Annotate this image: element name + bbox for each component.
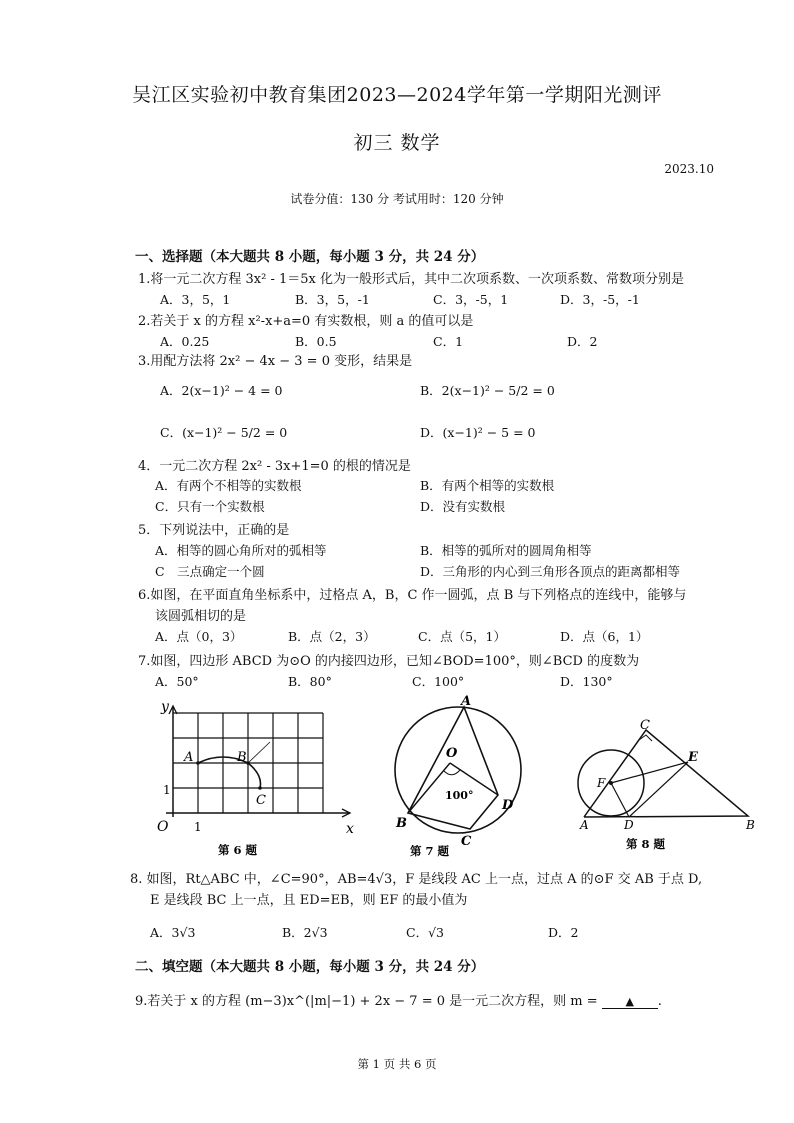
q1-option-a: A．3，5，1 bbox=[160, 292, 231, 307]
q7-option-d: D．130° bbox=[560, 674, 613, 689]
fig8-label-e: E bbox=[688, 750, 698, 765]
q1-option-d: D．3，-5，-1 bbox=[560, 292, 640, 307]
fig8-label-c: C bbox=[640, 718, 650, 733]
q9-row: 9.若关于 x 的方程 (m−3)x^(|m|−1) + 2x − 7 = 0 是一元二次方程，则 m = ▲ . bbox=[135, 994, 662, 1009]
fig8-label-b: B bbox=[746, 818, 755, 832]
score-info: 试卷分值：130 分 考试用时：120 分钟 bbox=[290, 192, 504, 206]
q9-stem: 9.若关于 x 的方程 (m−3)x^(|m|−1) + 2x − 7 = 0 是一元二次方程，则 m = bbox=[135, 994, 598, 1009]
fig7-angle-label: 100° bbox=[445, 789, 474, 802]
q6-option-b: B．点（2，3） bbox=[288, 629, 376, 644]
q8-option-c: C．√3 bbox=[406, 925, 444, 940]
q2-option-c: C．1 bbox=[433, 334, 464, 349]
section2-heading: 二、填空题（本大题共 8 小题，每小题 3 分，共 24 分） bbox=[135, 959, 485, 975]
q4-option-d: D．没有实数根 bbox=[420, 499, 506, 514]
fig7-label-a: A bbox=[461, 695, 472, 709]
fig6-label-c: C bbox=[256, 793, 266, 808]
q3-option-d: D．(x−1)² − 5 = 0 bbox=[420, 425, 536, 440]
fig7-quadrilateral bbox=[408, 707, 498, 829]
q5-option-d: D．三角形的内心到三角形各顶点的距离都相等 bbox=[420, 564, 681, 579]
exam-title: 吴江区实验初中教育集团2023—2024学年第一学期阳光测评 bbox=[132, 84, 662, 106]
point-a bbox=[196, 761, 200, 765]
fig6-y-unit: 1 bbox=[163, 783, 171, 797]
q6-option-a: A．点（0，3） bbox=[155, 629, 243, 644]
q8-option-a: A．3√3 bbox=[150, 925, 196, 940]
fig7-label-d: D bbox=[502, 798, 514, 813]
point-c bbox=[258, 786, 262, 790]
q3-option-a: A．2(x−1)² − 4 = 0 bbox=[160, 383, 283, 398]
fig6-origin-label: O bbox=[157, 819, 169, 835]
q8-option-d: D．2 bbox=[548, 925, 579, 940]
q1-stem: 1.将一元二次方程 3x² - 1＝5x 化为一般形式后，其中二次项系数、一次项系数、常数项分别是 bbox=[138, 272, 685, 287]
q4-option-a: A．有两个不相等的实数根 bbox=[155, 478, 302, 493]
page-footer: 第 1 页 共 6 页 bbox=[357, 1057, 437, 1071]
section1-heading: 一、选择题（本大题共 8 小题，每小题 3 分，共 24 分） bbox=[135, 249, 485, 265]
q6-option-d: D．点（6，1） bbox=[560, 629, 649, 644]
figure-8 bbox=[578, 718, 755, 851]
q3-option-b: B．2(x−1)² − 5/2 = 0 bbox=[420, 383, 555, 398]
fig6-x-label: x bbox=[346, 821, 354, 837]
q7-option-a: A．50° bbox=[155, 674, 199, 689]
fig6-label-a: A bbox=[184, 750, 194, 765]
fig8-caption: 第 8 题 bbox=[626, 837, 666, 851]
q5-option-b: B．相等的弧所对的圆周角相等 bbox=[420, 543, 592, 558]
q6-stem-line1: 6.如图，在平面直角坐标系中，过格点 A，B，C 作一圆弧，点 B 与下列格点的连线中，能够与 bbox=[138, 588, 687, 603]
fig7-angle-mark bbox=[444, 770, 460, 775]
q2-option-a: A．0.25 bbox=[160, 334, 210, 349]
fig7-ob bbox=[408, 763, 450, 813]
fig8-label-f: F bbox=[597, 776, 606, 790]
fig8-label-a: A bbox=[580, 818, 589, 832]
q5-option-a: A．相等的圆心角所对的弧相等 bbox=[155, 543, 327, 558]
fig7-label-b: B bbox=[396, 816, 407, 831]
fig7-caption: 第 7 题 bbox=[410, 844, 450, 858]
q2-option-b: B．0.5 bbox=[295, 334, 337, 349]
fig6-caption: 第 6 题 bbox=[218, 843, 258, 857]
fig7-label-o: O bbox=[446, 746, 458, 761]
q1-option-b: B．3，5，-1 bbox=[295, 292, 370, 307]
q2-option-d: D．2 bbox=[567, 334, 598, 349]
q1-option-c: C．3，-5，1 bbox=[433, 292, 509, 307]
point-f bbox=[609, 781, 613, 785]
q3-option-c: C．(x−1)² − 5/2 = 0 bbox=[160, 425, 288, 440]
fig6-arc bbox=[198, 757, 261, 788]
fig6-x-unit: 1 bbox=[194, 820, 202, 834]
fig6-label-b: B bbox=[237, 750, 247, 765]
exam-date: 2023.10 bbox=[664, 162, 714, 176]
q5-option-c: C 三点确定一个圆 bbox=[155, 564, 265, 579]
figures-row bbox=[128, 695, 768, 865]
q2-stem: 2.若关于 x 的方程 x²-x+a=0 有实数根，则 a 的值可以是 bbox=[138, 314, 474, 329]
fig7-label-c: C bbox=[461, 834, 472, 849]
q8-stem-line2: E 是线段 BC 上一点，且 ED=EB，则 EF 的最小值为 bbox=[150, 893, 468, 908]
q6-option-c: C．点（5，1） bbox=[418, 629, 506, 644]
fig8-label-d: D bbox=[624, 818, 634, 832]
fig6-y-label: y bbox=[161, 699, 169, 715]
exam-subtitle: 初三 数学 bbox=[353, 132, 441, 154]
q4-option-b: B．有两个相等的实数根 bbox=[420, 478, 555, 493]
q3-stem: 3.用配方法将 2x² − 4x − 3 = 0 变形，结果是 bbox=[138, 354, 413, 369]
fig8-triangle bbox=[584, 730, 748, 817]
q4-option-c: C．只有一个实数根 bbox=[155, 499, 265, 514]
fig8-fd bbox=[611, 783, 629, 817]
q4-stem: 4．一元二次方程 2x² - 3x+1=0 的根的情况是 bbox=[138, 459, 411, 474]
q7-stem: 7.如图，四边形 ABCD 为⊙O 的内接四边形，已知∠BOD=100°，则∠BCD 的度数为 bbox=[138, 654, 640, 669]
q5-stem: 5．下列说法中，正确的是 bbox=[138, 523, 290, 538]
q6-stem-line2: 该圆弧相切的是 bbox=[155, 609, 247, 624]
q8-option-b: B．2√3 bbox=[282, 925, 328, 940]
point-b bbox=[246, 761, 250, 765]
q9-answer-blank[interactable]: ▲ bbox=[602, 995, 658, 1009]
q7-option-c: C．100° bbox=[412, 674, 465, 689]
figure-7 bbox=[395, 695, 521, 858]
q8-stem-line1: 8. 如图，Rt△ABC 中，∠C=90°，AB=4√3，F 是线段 AC 上一点，过点 A 的⊙F 交 AB 于点 D, bbox=[130, 872, 703, 887]
q7-option-b: B．80° bbox=[288, 674, 332, 689]
figure-6 bbox=[157, 699, 354, 857]
fig6-tangent-hint bbox=[248, 742, 270, 763]
